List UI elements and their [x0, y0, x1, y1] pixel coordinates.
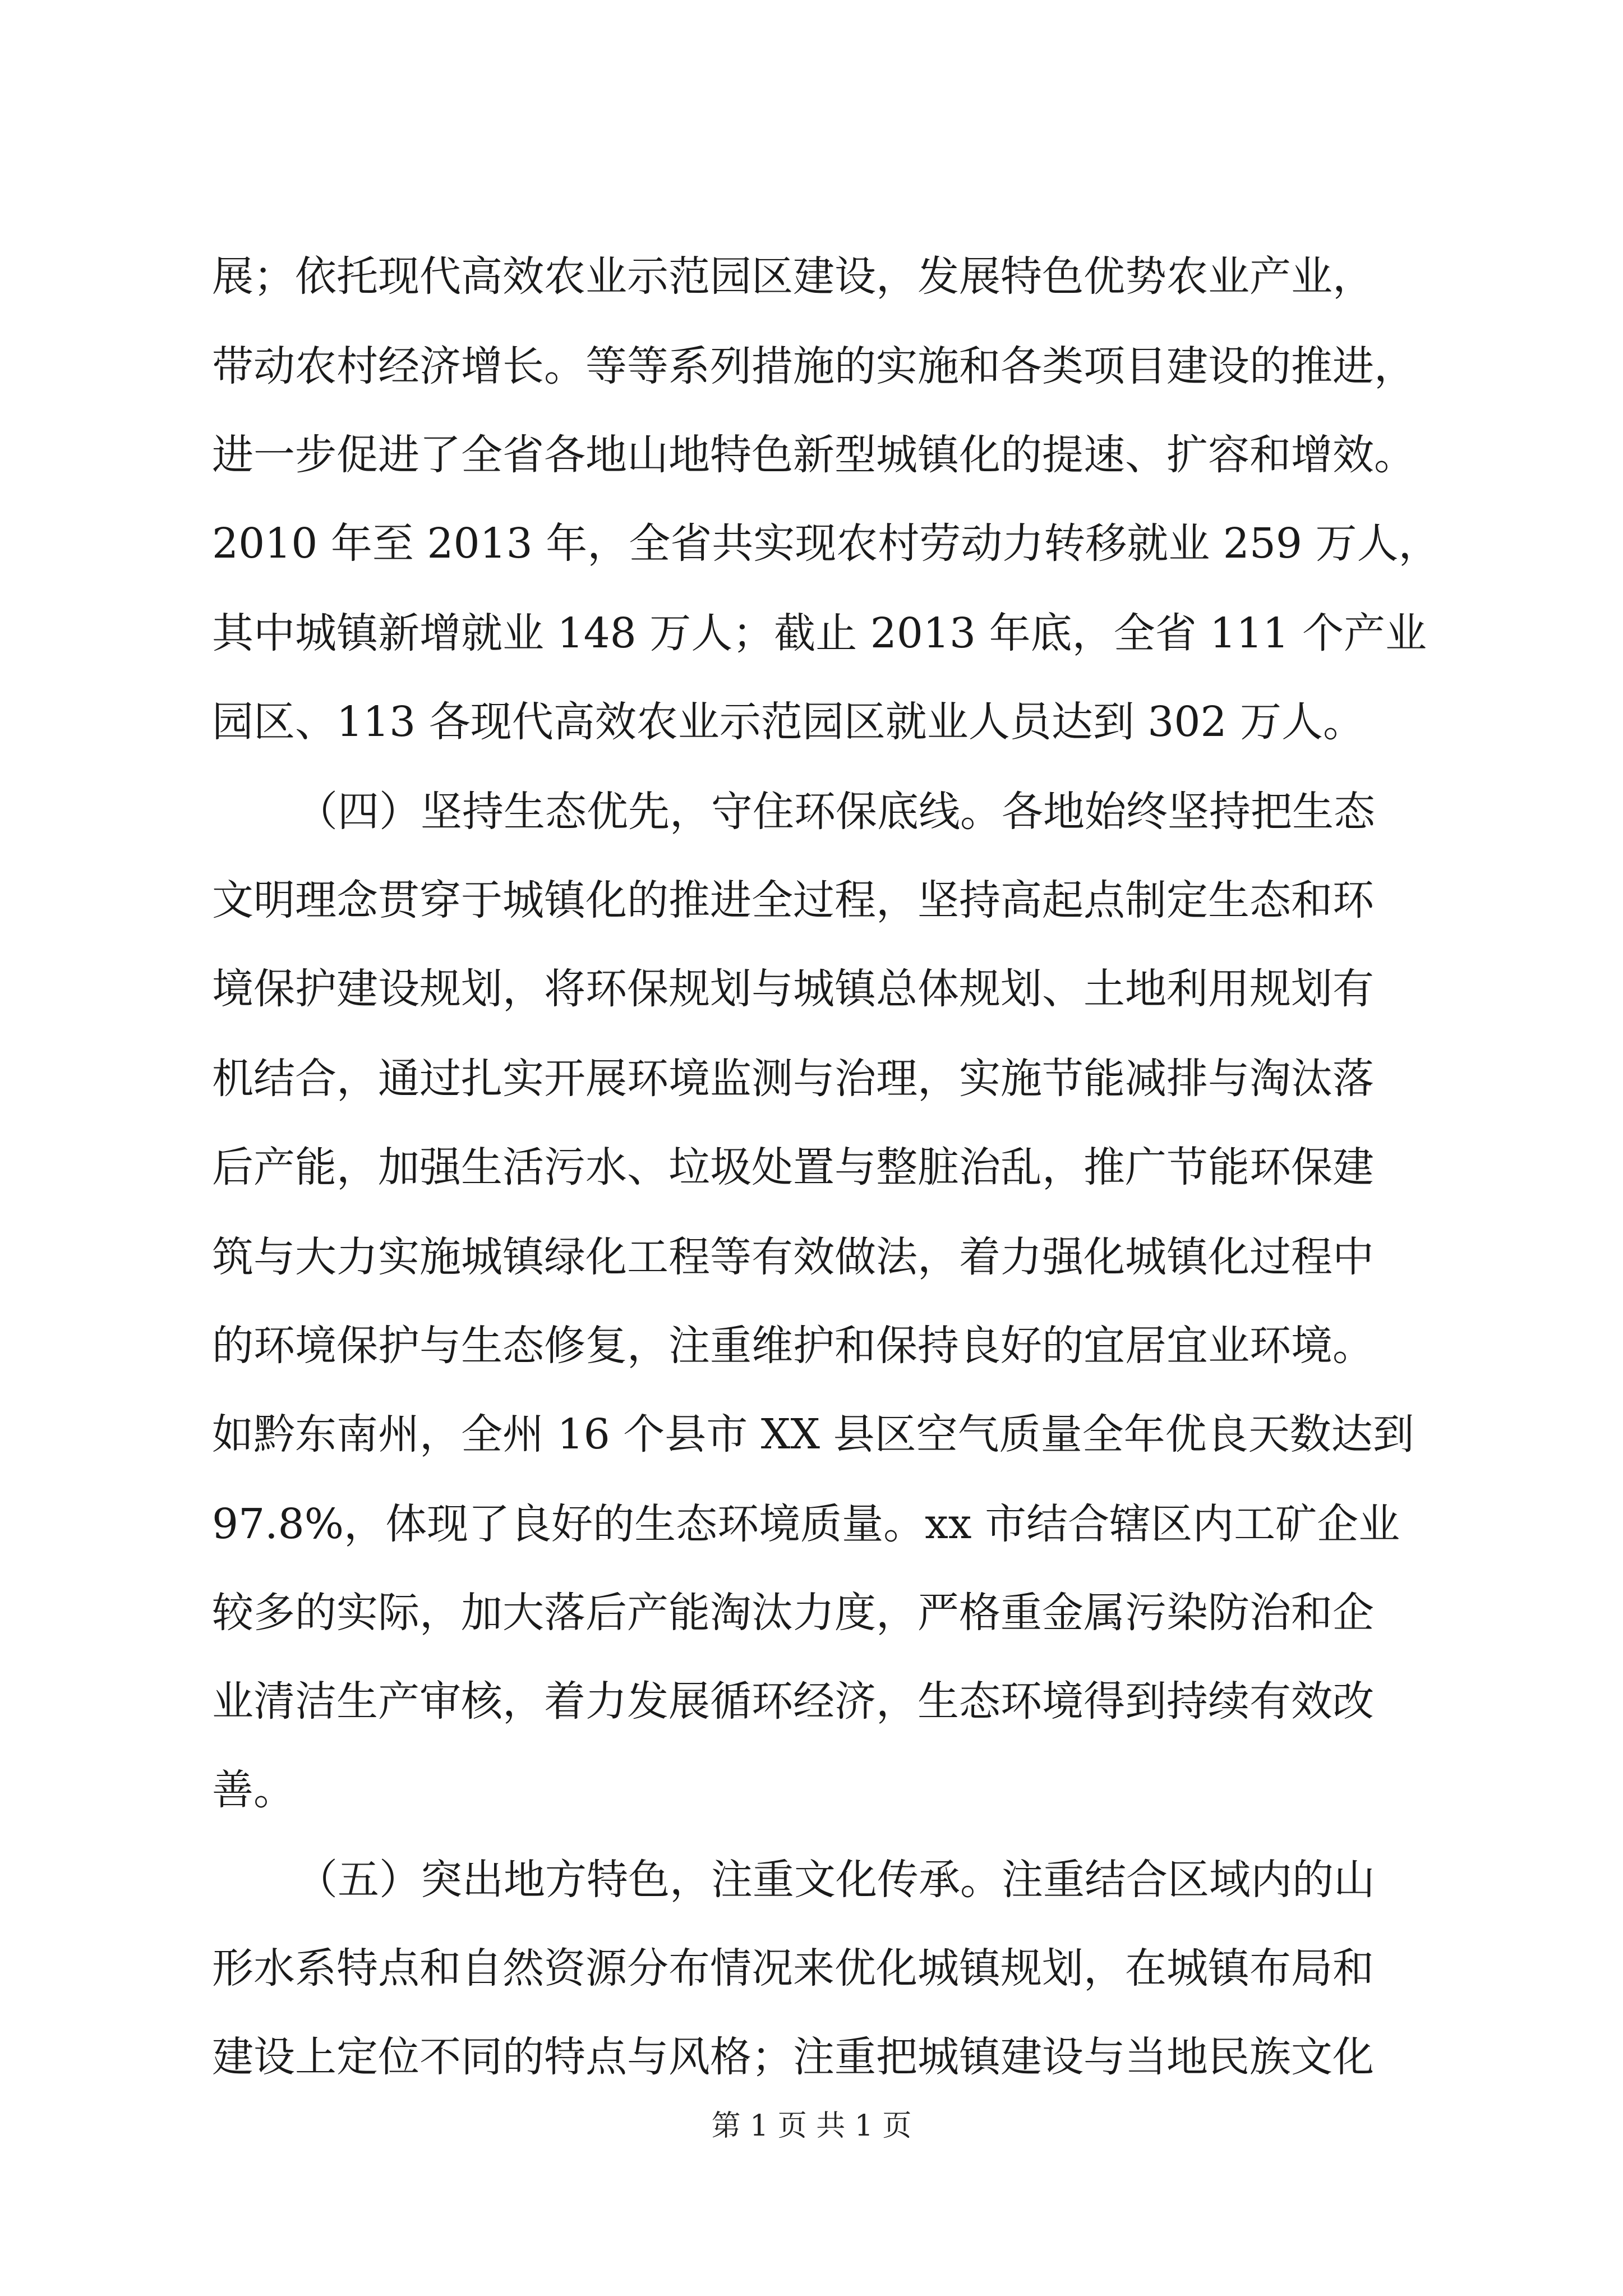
body-line: 2010 年至 2013 年，全省共实现农村劳动力转移就业 259 万人， [212, 519, 1440, 568]
body-line: 其中城镇新增就业 148 万人；截止 2013 年底，全省 111 个产业 [212, 609, 1427, 657]
body-line: 业清洁生产审核，着力发展循环经济，生态环境得到持续有效改 [212, 1677, 1374, 1726]
page-footer: 第 1 页 共 1 页 [711, 2109, 912, 2143]
body-line: 筑与大力实施城镇绿化工程等有效做法，着力强化城镇化过程中 [212, 1233, 1374, 1281]
section-heading-line: （五）突出地方特色，注重文化传承。注重结合区域内的山 [296, 1856, 1375, 1904]
body-line: 较多的实际，加大落后产能淘汰力度，严格重金属污染防治和企 [212, 1589, 1374, 1637]
body-line: 建设上定位不同的特点与风格；注重把城镇建设与当地民族文化 [212, 2033, 1374, 2081]
body-line: 如黔东南州，全州 16 个县市 XX 县区空气质量全年优良天数达到 [212, 1410, 1414, 1458]
body-line: 的环境保护与生态修复，注重维护和保持良好的宜居宜业环境。 [212, 1322, 1374, 1370]
body-line: 境保护建设规划，将环保规划与城镇总体规划、土地利用规划有 [212, 965, 1374, 1013]
body-line: 展；依托现代高效农业示范园区建设，发展特色优势农业产业， [212, 252, 1374, 301]
body-line: 园区、113 各现代高效农业示范园区就业人员达到 302 万人。 [212, 698, 1365, 746]
body-line: 文明理念贯穿于城镇化的推进全过程，坚持高起点制定生态和环 [212, 876, 1374, 924]
body-line: 形水系特点和自然资源分布情况来优化城镇规划，在城镇布局和 [212, 1944, 1374, 1993]
body-line: 带动农村经济增长。等等系列措施的实施和各类项目建设的推进， [212, 342, 1415, 390]
body-line: 善。 [212, 1766, 295, 1814]
section-heading-line: （四）坚持生态优先，守住环保底线。各地始终坚持把生态 [296, 788, 1375, 836]
body-line: 进一步促进了全省各地山地特色新型城镇化的提速、扩容和增效。 [212, 431, 1415, 479]
body-line: 后产能，加强生活污水、垃圾处置与整脏治乱，推广节能环保建 [212, 1143, 1374, 1191]
body-line: 机结合，通过扎实开展环境监测与治理，实施节能减排与淘汰落 [212, 1055, 1374, 1103]
body-line: 97.8%，体现了良好的生态环境质量。xx 市结合辖区内工矿企业 [212, 1500, 1400, 1548]
